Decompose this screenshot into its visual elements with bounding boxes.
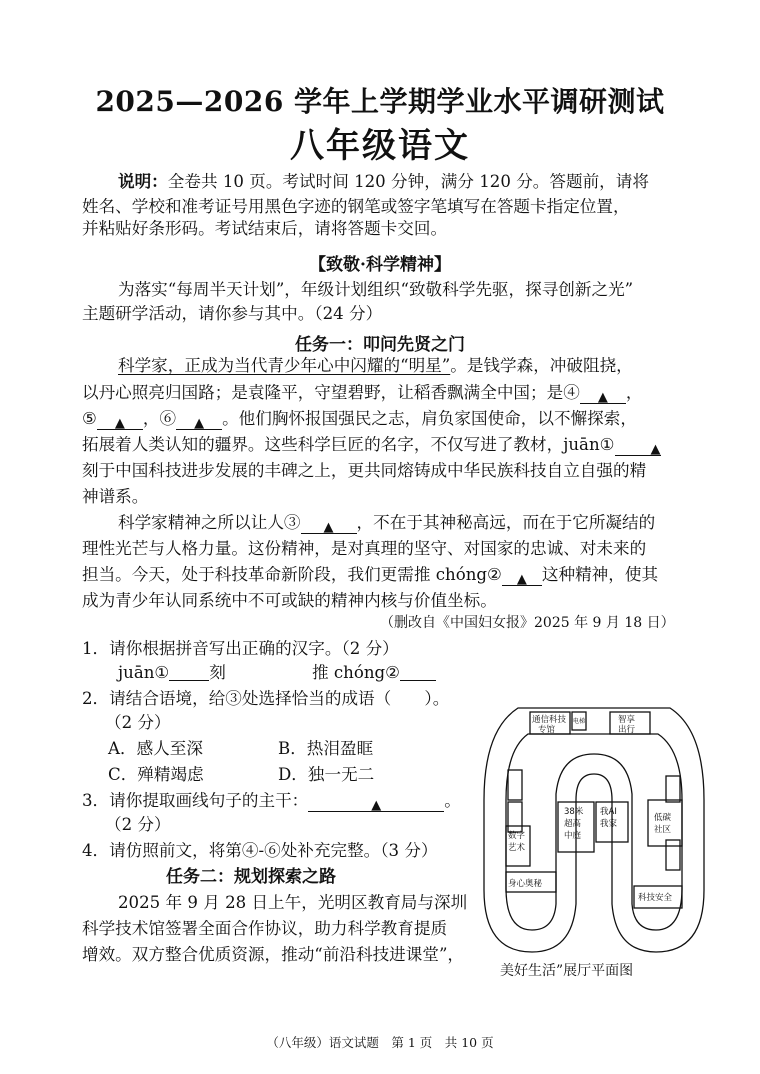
task2-line2: 科学技术馆签署全面合作协议，助力科学教育提质 <box>82 919 448 938</box>
blank-2[interactable]: ▲ <box>502 567 542 586</box>
question-3-points: （2 分） <box>105 815 171 834</box>
task1-para2-line4: 成为青少年认同系统中不可或缺的精神内核与价值坐标。 <box>82 591 497 610</box>
task2-title: 任务二：规划探索之路 <box>166 867 336 887</box>
svg-text:低碳: 低碳 <box>654 813 672 823</box>
floor-plan-caption: 美好生活”展厅平面图 <box>500 963 634 979</box>
room-lowcarbon <box>648 800 682 846</box>
answer-blank-main-clause[interactable]: ▲ <box>308 793 444 812</box>
exam-title: 2025—2026 学年上学期学业水平调研测试 <box>95 85 665 118</box>
question-4: 4．请仿照前文，将第④-⑥处补充完整。（3 分） <box>82 841 438 860</box>
task1-title: 任务一：叩问先贤之门 <box>295 335 465 355</box>
svg-text:社区: 社区 <box>654 825 672 835</box>
task1-para2-line3: 担当。今天，处于科技革命新阶段，我们更需推 chóng② ▲ 这种精神，使其 <box>82 565 659 587</box>
section-intro-1: 为落实“每周半天计划”，年级计划组织“致敬科学先驱，探寻创新之光” <box>118 280 634 299</box>
svg-text:智享: 智享 <box>618 715 636 725</box>
svg-text:出行: 出行 <box>618 725 636 735</box>
answer-blank-chong[interactable] <box>400 662 436 681</box>
task1-para1-line1: 科学家，正成为当代青少年心中闪耀的“明星”。是钱学森，冲破阻挠， <box>118 356 633 375</box>
instructions-line-1: 说明：全卷共 10 页。考试时间 120 分钟，满分 120 分。答题前，请将 <box>118 171 649 191</box>
question-1-answer-b: 推 chóng② <box>312 662 436 684</box>
svg-text:中庭: 中庭 <box>564 831 582 841</box>
task1-para1-line3: ⑤ ▲ ，⑥ ▲ 。他们胸怀报国强民之志，肩负家国使命，以不懈探索， <box>82 409 637 431</box>
task1-para1-line5: 刻于中国科技进步发展的丰碑之上，更共同熔铸成中华民族科技自立自强的精 <box>82 461 647 480</box>
instructions-label: 说明： <box>118 171 168 191</box>
task1-para2-line2: 理性光芒与人格力量。这份精神，是对真理的坚守、对国家的忠诚、对未来的 <box>82 539 647 558</box>
instructions-line-3: 并粘贴好条形码。考试结束后，请将答题卡交回。 <box>82 219 448 238</box>
svg-text:科技安全: 科技安全 <box>638 893 673 903</box>
question-1: 1．请你根据拼音写出正确的汉字。（2 分） <box>82 639 399 658</box>
svg-text:身心奥秘: 身心奥秘 <box>508 879 543 889</box>
svg-text:电梯: 电梯 <box>573 718 586 725</box>
svg-text:专馆: 专馆 <box>538 725 556 735</box>
svg-text:通信科技: 通信科技 <box>532 715 567 725</box>
svg-text:我家: 我家 <box>600 819 618 829</box>
blank-1[interactable]: ▲ <box>615 437 661 456</box>
exhibition-floor-plan <box>478 690 710 956</box>
source-citation: （删改自《中国妇女报》2025 年 9 月 18 日） <box>380 615 675 631</box>
task2-line3: 增效。双方整合优质资源，推动“前沿科技进课堂”， <box>82 945 465 964</box>
svg-text:艺术: 艺术 <box>508 843 526 853</box>
blank-4[interactable]: ▲ <box>580 385 626 404</box>
svg-text:38米: 38米 <box>564 807 584 817</box>
blank-5[interactable]: ▲ <box>97 411 143 430</box>
option-b[interactable]: B．热泪盈眶 <box>278 739 374 758</box>
question-3: 3．请你提取画线句子的主干： ▲ 。 <box>82 791 461 813</box>
option-d[interactable]: D．独一无二 <box>278 765 375 784</box>
task1-para1-line4: 拓展着人类认知的疆界。这些科学巨匠的名字，不仅写进了教材，juān① ▲ <box>82 435 661 457</box>
task2-line1: 2025 年 9 月 28 日上午，光明区教育局与深圳 <box>118 893 468 912</box>
svg-text:数字: 数字 <box>508 831 526 841</box>
section-intro-2: 主题研学活动，请你参与其中。（24 分） <box>82 304 383 323</box>
question-2-points: （2 分） <box>105 713 171 732</box>
subject-title: 八年级语文 <box>290 126 470 166</box>
answer-blank-juan[interactable] <box>169 662 209 681</box>
svg-text:我AI: 我AI <box>600 807 617 817</box>
question-2: 2．请结合语境，给③处选择恰当的成语（ ）。 <box>82 689 450 708</box>
task1-para1-line6: 神谱系。 <box>82 487 149 506</box>
instructions-line-2: 姓名、学校和准考证号用黑色字迹的钢笔或签字笔填写在答题卡指定位置， <box>82 197 630 216</box>
blank-3[interactable]: ▲ <box>301 515 357 534</box>
svg-text:超高: 超高 <box>564 819 582 829</box>
task1-para1-line2: 以丹心照亮归国路；是袁隆平，守望碧野，让稻香飘满全中国；是④ ▲ ， <box>82 383 643 405</box>
task1-para2-line1: 科学家精神之所以让人③ ▲ ，不在于其神秘高远，而在于它所凝结的 <box>118 513 656 535</box>
underlined-sentence: 科学家，正成为当代青少年心中闪耀的“明星” <box>118 356 451 375</box>
section-title: 【致敬·科学精神】 <box>309 255 451 275</box>
page-footer: （八年级）语文试题 第 1 页 共 10 页 <box>266 1035 494 1050</box>
option-c[interactable]: C．殚精竭虑 <box>108 765 204 784</box>
option-a[interactable]: A．感人至深 <box>108 739 203 758</box>
question-1-answer-a: juān① 刻 <box>118 663 226 682</box>
blank-6[interactable]: ▲ <box>176 411 222 430</box>
